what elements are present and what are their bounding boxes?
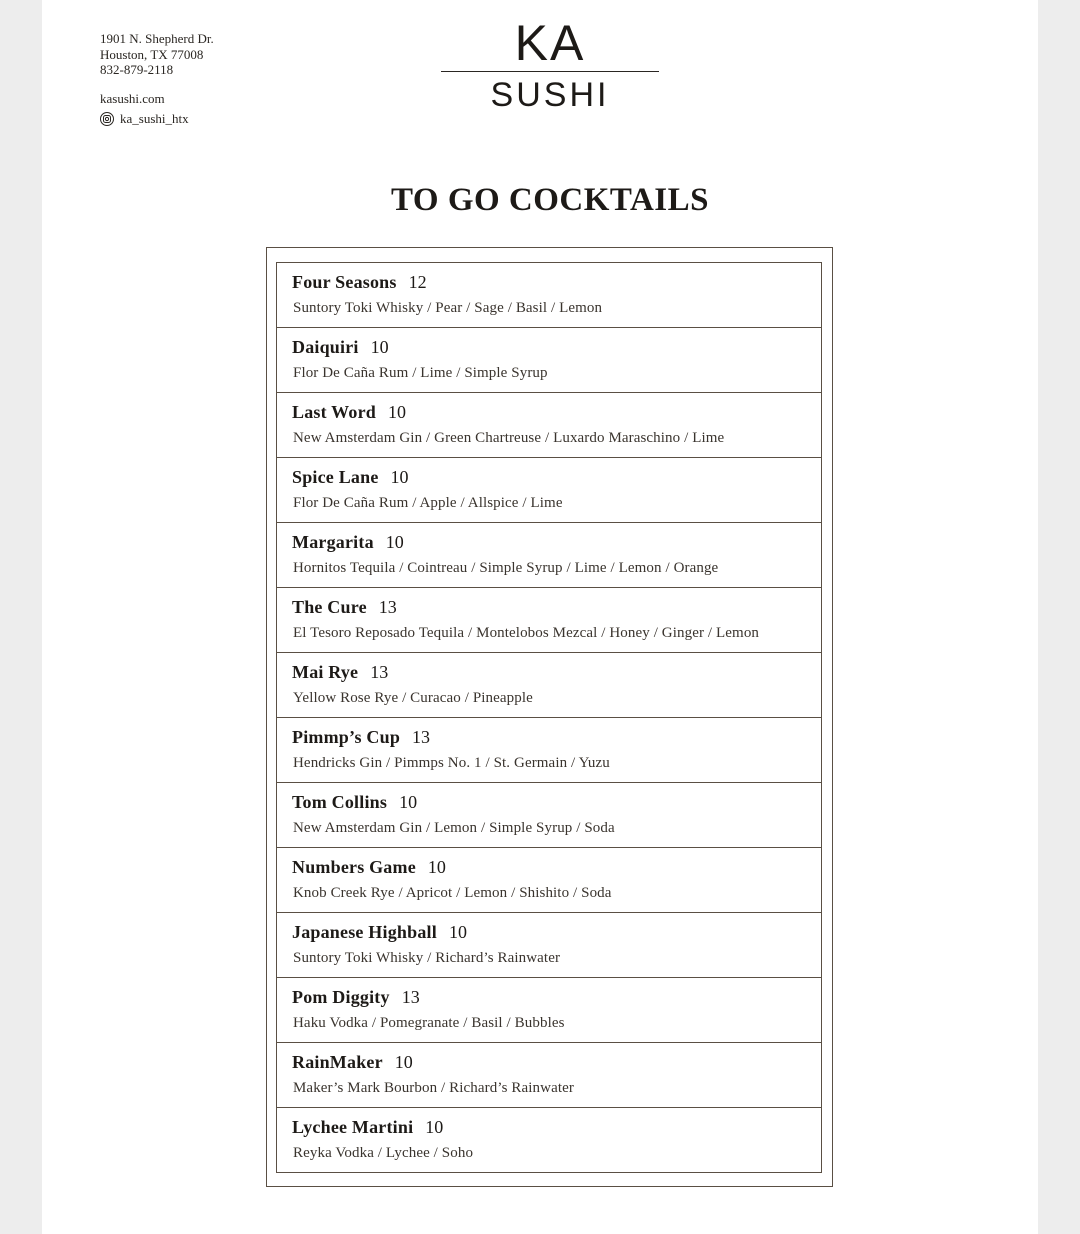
item-description: Maker’s Mark Bourbon / Richard’s Rainwater — [293, 1080, 574, 1096]
address-line-2: Houston, TX 77008 — [100, 46, 204, 62]
logo-top-text: KA — [514, 15, 586, 71]
item-description: New Amsterdam Gin / Lemon / Simple Syrup / Soda — [293, 820, 615, 836]
item-name: Daiquiri — [292, 337, 359, 357]
menu-item — [277, 458, 821, 523]
menu-item — [277, 1108, 821, 1173]
menu-item — [277, 263, 821, 328]
menu-item — [277, 588, 821, 653]
instagram-handle[interactable] — [100, 111, 214, 127]
address-line-1: 1901 N. Shepherd Dr. — [100, 31, 214, 46]
item-description: Flor De Caña Rum / Lime / Simple Syrup — [293, 365, 548, 381]
item-name: Mai Rye — [292, 662, 359, 682]
item-price: 10 — [388, 402, 406, 422]
item-name: Four Seasons — [292, 272, 397, 292]
item-name: Pom Diggity — [292, 987, 390, 1007]
item-description: Knob Creek Rye / Apricot / Lemon / Shishito / Soda — [293, 885, 612, 901]
website-link[interactable]: kasushi.com — [100, 90, 165, 106]
menu-item — [277, 783, 821, 848]
brand-logo — [441, 15, 659, 114]
item-description: Haku Vodka / Pomegranate / Basil / Bubbles — [293, 1015, 565, 1031]
item-price: 13 — [401, 987, 420, 1007]
item-price: 13 — [378, 597, 397, 617]
item-description: Yellow Rose Rye / Curacao / Pineapple — [293, 690, 533, 706]
item-price: 10 — [448, 922, 467, 942]
item-name: Tom Collins — [292, 792, 388, 812]
item-name: Japanese Highball — [292, 922, 437, 942]
menu-item — [277, 653, 821, 718]
item-price: 12 — [408, 272, 427, 292]
item-description: New Amsterdam Gin / Green Chartreuse / Luxardo Maraschino / Lime — [293, 430, 725, 446]
item-description: Reyka Vodka / Lychee / Soho — [293, 1145, 474, 1161]
item-name: Numbers Game — [292, 857, 416, 877]
item-description: Hendricks Gin / Pimmps No. 1 / St. Germain / Yuzu — [293, 755, 610, 771]
menu-title: TO GO COCKTAILS — [390, 182, 710, 218]
item-price: 10 — [385, 532, 404, 552]
item-price: 10 — [425, 1117, 444, 1137]
item-name: RainMaker — [292, 1052, 383, 1072]
item-name: The Cure — [292, 597, 367, 617]
logo-bottom-text: SUSHI — [490, 76, 610, 114]
instagram-icon — [100, 112, 114, 126]
item-price: 13 — [412, 727, 431, 747]
menu-item — [277, 848, 821, 913]
item-name: Pimmp’s Cup — [292, 727, 401, 747]
item-description: Hornitos Tequila / Cointreau / Simple Syrup / Lime / Lemon / Orange — [293, 560, 719, 576]
item-price: 10 — [399, 792, 418, 812]
item-price: 10 — [427, 857, 446, 877]
menu-item — [277, 328, 821, 393]
menu-page — [42, 0, 1038, 1234]
menu-item — [277, 1043, 821, 1108]
item-price: 10 — [370, 337, 389, 357]
menu-item — [277, 913, 821, 978]
menu-item — [277, 523, 821, 588]
item-name: Margarita — [292, 532, 374, 552]
phone-number: 832-879-2118 — [100, 62, 174, 77]
item-description: Flor De Caña Rum / Apple / Allspice / Lime — [293, 495, 563, 511]
item-description: Suntory Toki Whisky / Pear / Sage / Basil / Lemon — [293, 300, 603, 316]
logo-divider — [441, 71, 659, 72]
item-name: Spice Lane — [292, 467, 379, 487]
item-price: 10 — [394, 1052, 413, 1072]
menu-item — [277, 393, 821, 458]
item-price: 10 — [390, 467, 409, 487]
item-price: 13 — [370, 662, 389, 682]
item-description: El Tesoro Reposado Tequila / Montelobos Mezcal / Honey / Ginger / Lemon — [293, 625, 760, 641]
menu-list — [276, 262, 822, 1173]
item-name: Last Word — [292, 402, 376, 422]
menu-item — [277, 718, 821, 783]
instagram-handle-text: ka_sushi_htx — [120, 111, 189, 126]
contact-block — [100, 31, 214, 127]
menu-item — [277, 978, 821, 1043]
item-name: Lychee Martini — [292, 1117, 414, 1137]
item-description: Suntory Toki Whisky / Richard’s Rainwater — [293, 950, 561, 966]
